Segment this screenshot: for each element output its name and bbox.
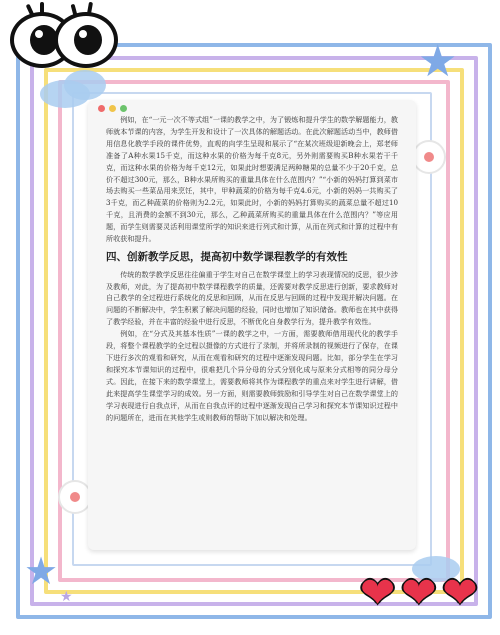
paragraph: 传统的数学教学反思往往偏重于学生对自己在数学课堂上的学习表现情况的反思，很少涉及教师，对此，为了提高初中数学课程教学的质量，还需要对教学反思进行创新，要求教师对自己教学的全过程进行系统化的反思和回顾，从而在反思与回顾的过程中发现并解决问题。在问题的不断解决中，学生积累了解决问题的经验，同时也增加了知识储备。教师也在其中获得了教学经验，并在丰富的经验中进行反思，不断优化自身教学行为，提升教学有效性。: [106, 269, 398, 327]
window-dot-yellow: [109, 105, 116, 112]
star-icon: ★: [418, 36, 458, 87]
document-card: [88, 100, 416, 550]
heart-icon: ❤: [401, 568, 437, 617]
document-content: [106, 114, 398, 423]
flower-icon: [58, 480, 92, 514]
eyelash: [40, 2, 44, 14]
flower-icon: [412, 140, 446, 174]
section-heading: 四、创新教学反思，提高初中数学课程教学的有效性: [106, 250, 348, 263]
paragraph: 例如，在“一元一次不等式组”一课的教学之中，为了锻炼和提升学生的数学解题能力，教师就本节课的内容，为学生开发和设计了一次具体的解题活动。在此次解题活动当中，教师借用信息化教学手段的课件优势，直观的向学生呈现和展示了“在某次班级迎新晚会上，郑老师准备了A种水果15千克，而这种水果的价格为每千克8元，另外则需要购买B种水果若干千克，而这种水果的价格为每千克12元，如果此时想要满足两种糖果的总量不少于20千克，总价不超过300元，那么，B种水果所购买的重量具体在什么范围内？”“小新的妈妈打算到菜市场去购买一些菜品用来烹饪，其中，甲种蔬菜的价格为每千克4.6元，小新的妈妈一共购买了3千克，而乙种蔬菜的价格则为2.2元，如果此时，小新的妈妈打算购买的蔬菜总量不超过10千克，且消费的金额不到30元，那么，乙种蔬菜所购买的重量具体在什么范围内？”等应用题，而学生则需要灵活利用课堂所学的知识来进行列式和计算，从而在列式和计算的过程中有所收获和提升。: [106, 115, 398, 244]
star-icon: ★: [24, 549, 59, 593]
star-icon: ★: [60, 589, 73, 605]
hearts-decoration: [360, 568, 478, 617]
heart-icon: ❤: [442, 568, 478, 617]
window-dot-red: [98, 105, 105, 112]
window-dot-green: [120, 105, 127, 112]
paragraph: 例如，在“分式及其基本性质”一课的教学之中，一方面，需要教师借用现代化的教学手段，将整个课程教学的全过程以摄像的方式进行了录制，并将所录制的视频进行了保存，在课下进行多次的观看和研究，从而在观看和研究的过程中逐渐发现问题。比如，部分学生在学习和探究本节课知识的过程中，很难把几个异分母的分式分别化成与原来分式相等的同分母分式。因此，在接下来的数学课堂上，需要教师将其作为课程教学的重点来对学生进行讲解，借此来提高学生课堂学习的成效。另一方面，则需要教师鼓励和引导学生对自己在数学课堂上的学习表现进行自我点评，从而在自我点评的过程中逐渐发现自己学习和探究本节课知识过程中的问题所在，进而在其他学生或则教师的帮助下加以解决和处理。: [106, 329, 398, 422]
cartoon-eye-right: [54, 12, 118, 68]
cloud-decoration: [64, 70, 106, 100]
window-dots: [98, 105, 127, 112]
heart-icon: ❤: [360, 568, 396, 617]
